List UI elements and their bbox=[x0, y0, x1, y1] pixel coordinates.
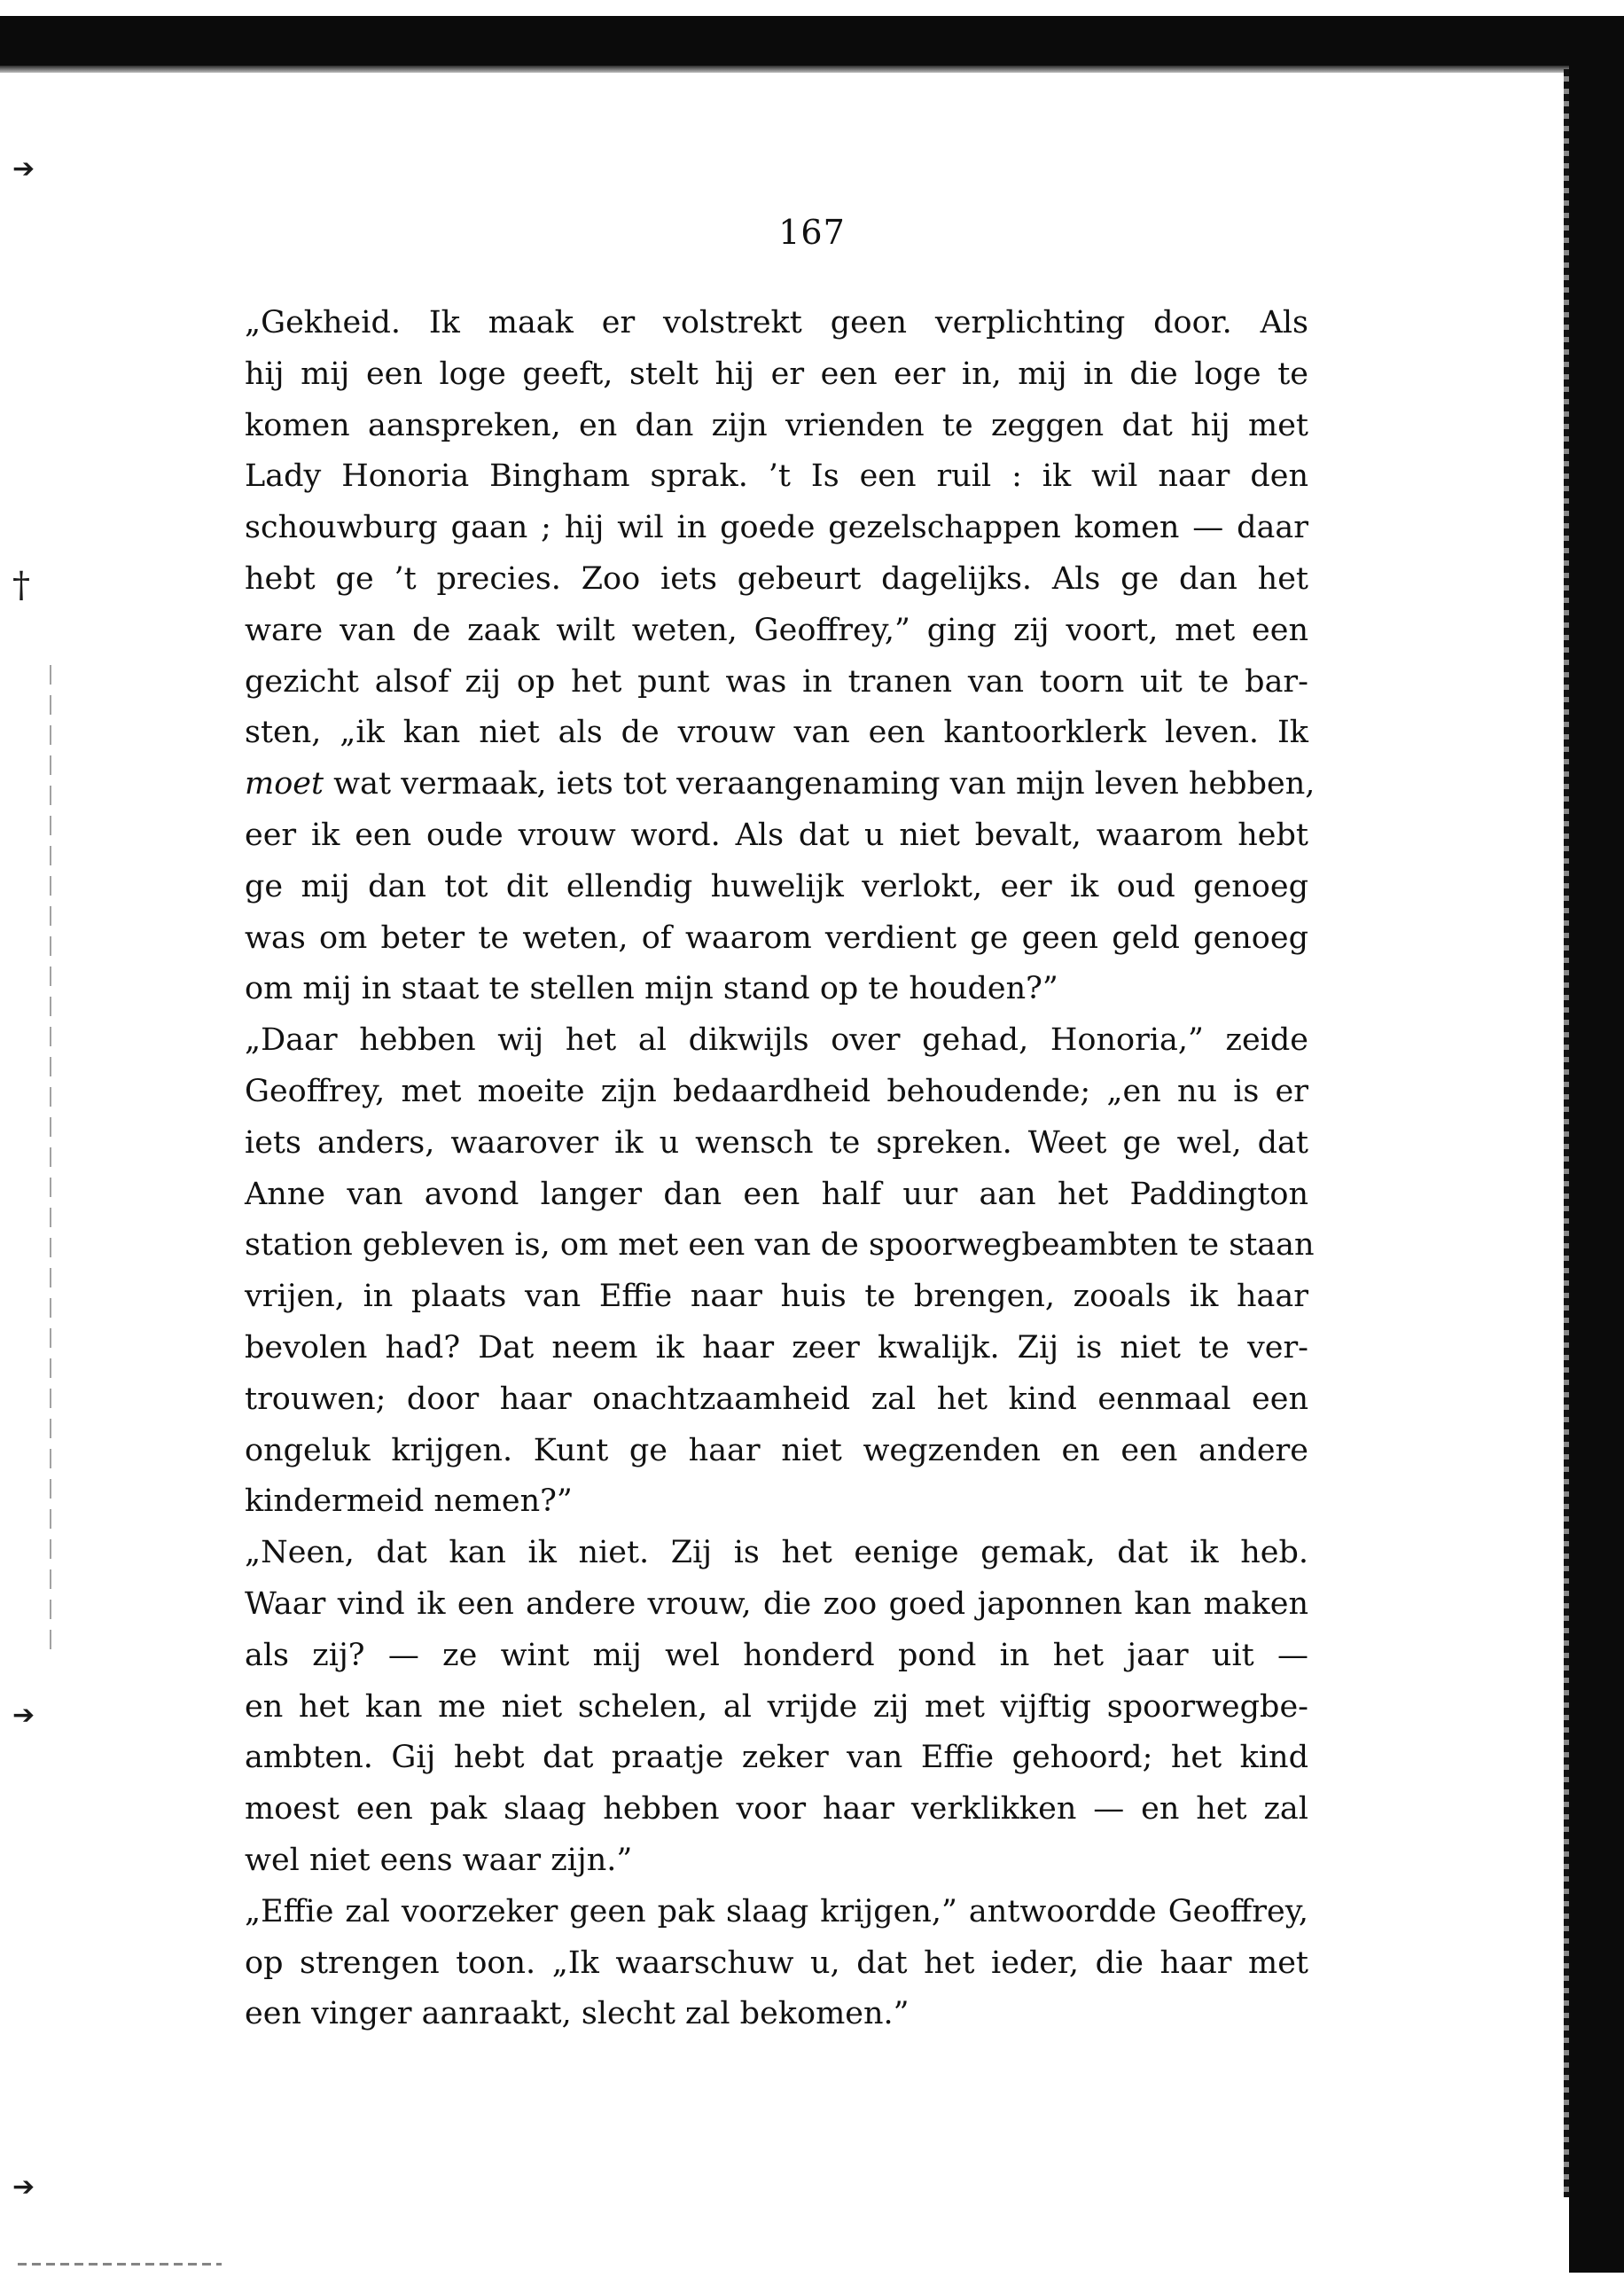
text-line: als zij? — ze wint mij wel honderd pond in het jaar uit — bbox=[245, 1637, 1308, 1673]
text-line: eer ik een oude vrouw word. Als dat u niet bevalt, waarom hebt bbox=[245, 817, 1308, 853]
text-line: en het kan me niet schelen, al vrijde zij met vijftig spoorwegbe- bbox=[245, 1688, 1308, 1725]
paragraph-1 bbox=[245, 298, 1316, 1015]
text-line: Anne van avond langer dan een half uur aan het Paddington bbox=[245, 1176, 1308, 1212]
binding-mark-icon: ➔ bbox=[12, 2172, 35, 2203]
bottom-rule bbox=[18, 2263, 222, 2266]
text-line: ge mij dan tot dit ellendig huwelijk verlokt, eer ik oud genoeg bbox=[245, 868, 1308, 904]
text-line: Lady Honoria Bingham sprak. ’t Is een ruil : ik wil naar den bbox=[245, 458, 1308, 495]
text-line: op strengen toon. „Ik waarschuw u, dat het ieder, die haar met bbox=[245, 1945, 1308, 1981]
text-line: gezicht alsof zij op het punt was in tranen van toorn uit te bar- bbox=[245, 663, 1308, 700]
text-line: vrijen, in plaats van Effie naar huis te brengen, zooals ik haar bbox=[245, 1279, 1308, 1315]
paragraph-2 bbox=[245, 1015, 1315, 1528]
binding-mark-icon: † bbox=[12, 565, 30, 606]
text-line: ongeluk krijgen. Kunt ge haar niet wegzenden en een andere bbox=[245, 1432, 1308, 1468]
text-line: was om beter te weten, of waarom verdient ge geen geld genoeg bbox=[245, 920, 1308, 956]
text-line: Geoffrey, met moeite zijn bedaardheid behoudende; „en nu is er bbox=[245, 1073, 1308, 1109]
text-line: iets anders, waarover ik u wensch te spreken. Weet ge wel, dat bbox=[245, 1124, 1308, 1161]
paragraph-4 bbox=[245, 1887, 1308, 2040]
text-line: station gebleven is, om met een van de spoorwegbeambten te staan bbox=[245, 1227, 1315, 1264]
binding-mark-icon: ➔ bbox=[12, 1700, 35, 1731]
text-line: „Neen, dat kan ik niet. Zij is het eenige gemak, dat ik heb. bbox=[245, 1535, 1308, 1571]
text-line: ware van de zaak wilt weten, Geoffrey,” ging zij voort, met een bbox=[245, 612, 1308, 648]
page-number: 167 bbox=[778, 213, 846, 252]
text-line: hebt ge ’t precies. Zoo iets gebeurt dagelijks. Als ge dan het bbox=[245, 560, 1308, 597]
text-line: trouwen; door haar onachtzaamheid zal het kind eenmaal een bbox=[245, 1381, 1308, 1417]
margin-rule bbox=[50, 665, 51, 1658]
text-line: hij mij een loge geeft, stelt hij er een eer in, mij in die loge te bbox=[245, 356, 1308, 392]
text-line: kindermeid nemen?” bbox=[245, 1483, 573, 1520]
paragraph-3 bbox=[245, 1528, 1308, 1887]
binding-mark-icon: ➔ bbox=[12, 153, 35, 184]
emphasis-word: moet bbox=[245, 766, 324, 802]
text-line: komen aanspreken, en dan zijn vrienden te zeggen dat hij met bbox=[245, 407, 1308, 443]
body-text bbox=[245, 298, 1316, 2040]
text-line: „Effie zal voorzeker geen pak slaag krijgen,” antwoordde Geoffrey, bbox=[245, 1893, 1308, 1929]
text-line: sten, „ik kan niet als de vrouw van een kantoorklerk leven. Ik bbox=[245, 715, 1308, 751]
text-line: ambten. Gij hebt dat praatje zeker van Effie gehoord; het kind bbox=[245, 1740, 1308, 1776]
text-line: schouwburg gaan ; hij wil in goede gezelschappen komen — daar bbox=[245, 510, 1308, 546]
text-line: „Gekheid. Ik maak er volstrekt geen verplichting door. Als bbox=[245, 305, 1308, 340]
text-line: Waar vind ik een andere vrouw, die zoo goed japonnen kan maken bbox=[245, 1585, 1308, 1622]
text-line: moest een pak slaag hebben voor haar verklikken — en het zal bbox=[245, 1791, 1308, 1827]
text-line: een vinger aanraakt, slecht zal bekomen.” bbox=[245, 1996, 910, 2032]
text-line: om mij in staat te stellen mijn stand op te houden?” bbox=[245, 971, 1058, 1007]
text-line: wel niet eens waar zijn.” bbox=[245, 1842, 633, 1878]
text-line bbox=[245, 759, 1316, 810]
text-line: bevolen had? Dat neem ik haar zeer kwalijk. Zij is niet te ver- bbox=[245, 1329, 1308, 1366]
scan-top-border bbox=[0, 16, 1596, 66]
text-line-rest: wat vermaak, iets tot veraangenaming van mijn leven hebben, bbox=[324, 766, 1316, 802]
text-line: „Daar hebben wij het al dikwijls over gehad, Honoria,” zeide bbox=[245, 1022, 1308, 1059]
scan-right-border bbox=[1569, 16, 1624, 2273]
